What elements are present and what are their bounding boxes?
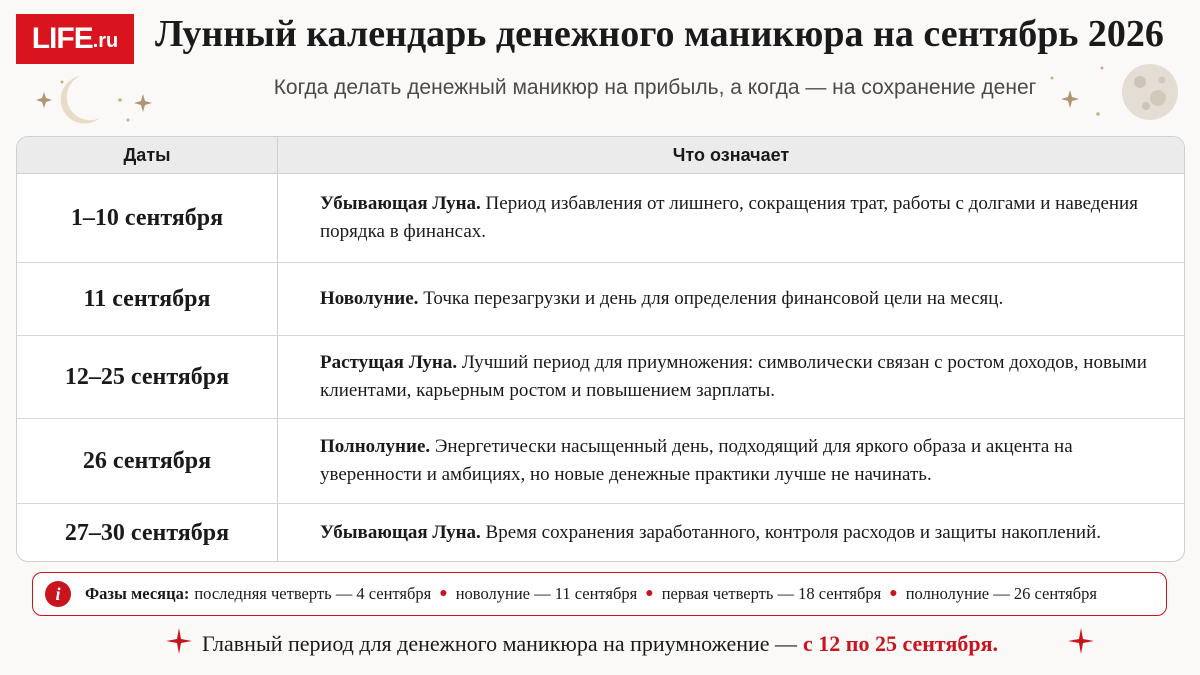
bullet-dot-icon: ●: [439, 586, 448, 601]
row-phase: Убывающая Луна.: [320, 522, 481, 543]
note-item: первая четверть — 18 сентября: [661, 584, 882, 603]
row-meaning: [278, 336, 1184, 418]
row-phase: Растущая Луна.: [320, 352, 458, 373]
moon-phases-note: [32, 572, 1167, 616]
row-phase: Полнолуние.: [320, 436, 431, 457]
footer-highlight: с 12 по 25 сентября.: [803, 631, 998, 656]
note-label: Фазы месяца:: [85, 584, 190, 603]
footer-summary: [0, 626, 1200, 662]
sparkle-icon: [1068, 628, 1094, 654]
row-date: 26 сентября: [17, 419, 278, 503]
page-subtitle: Когда делать денежный маникюр на прибыль, а когда — на сохранение денег: [273, 76, 1037, 99]
row-text: Лучший период для приумножения: символически связан с ростом доходов, новыми клиентами, карьерным ростом и повышением зарплаты.: [320, 352, 1147, 401]
bullet-dot-icon: ●: [889, 586, 898, 601]
table-row: [17, 174, 1184, 263]
row-meaning: [278, 504, 1184, 562]
table-row: [17, 504, 1184, 562]
row-text: Энергетически насыщенный день, подходящий для яркого образа и акцента на уверенности и амбициях, но новые денежные практики лучше не начинать.: [320, 436, 1073, 485]
row-phase: Убывающая Луна.: [320, 193, 481, 214]
row-text: Период избавления от лишнего, сокращения трат, работы с долгами и наведения порядка в финансах.: [320, 193, 1138, 242]
row-date: 12–25 сентября: [17, 336, 278, 418]
row-date: 11 сентября: [17, 263, 278, 335]
table-row: [17, 263, 1184, 336]
row-text: Время сохранения заработанного, контроля расходов и защиты накоплений.: [480, 522, 1101, 543]
note-item: новолуние — 11 сентября: [455, 584, 638, 603]
crescent-moon-icon: [28, 70, 168, 130]
footer-text: Главный период для денежного маникюра на приумножение —: [201, 631, 798, 656]
note-item: полнолуние — 26 сентября: [905, 584, 1097, 603]
table-header: [17, 137, 1184, 174]
note-item: последняя четверть — 4 сентября: [194, 584, 432, 603]
row-date: 27–30 сентября: [17, 504, 278, 562]
row-phase: Новолуние.: [320, 288, 419, 309]
calendar-table: [16, 136, 1185, 562]
row-meaning: [278, 263, 1184, 335]
page-title: Лунный календарь денежного маникюра на сентябрь 2026: [155, 13, 1164, 55]
logo-main: LIFE: [31, 22, 93, 55]
info-icon: i: [45, 581, 71, 607]
row-meaning: [278, 419, 1184, 503]
header-meaning: Что означает: [672, 144, 790, 165]
table-row: [17, 336, 1184, 419]
table-row: [17, 419, 1184, 504]
life-logo: [16, 14, 134, 64]
bullet-dot-icon: ●: [645, 586, 654, 601]
logo-suffix: .ru: [92, 29, 119, 52]
row-meaning: [278, 174, 1184, 262]
header-dates: Даты: [17, 137, 278, 173]
row-date: 1–10 сентября: [17, 174, 278, 262]
row-text: Точка перезагрузки и день для определения финансовой цели на месяц.: [418, 288, 1004, 309]
